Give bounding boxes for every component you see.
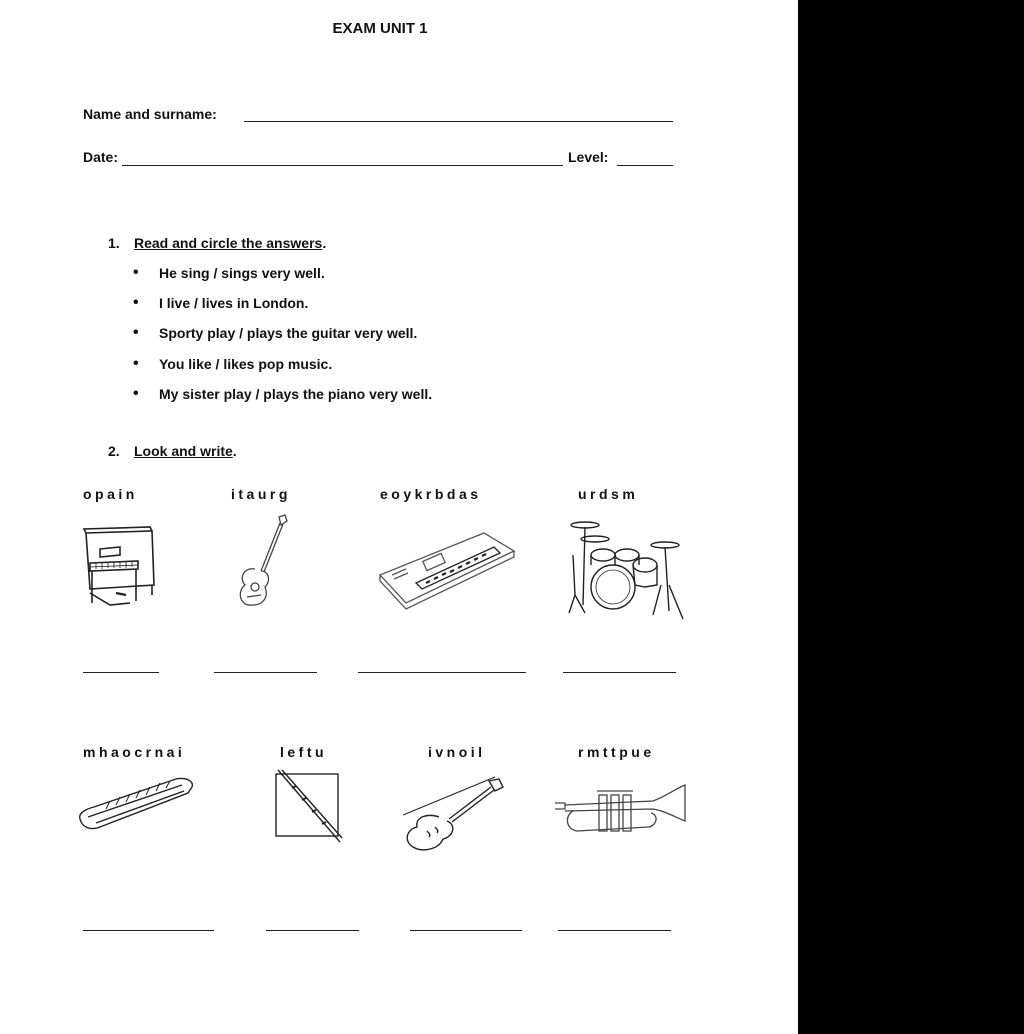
answer-line-guitar[interactable] [214, 672, 317, 673]
violin-icon [399, 775, 505, 855]
piano-icon [80, 523, 160, 609]
section-2-number: 2. [108, 443, 120, 459]
list-item[interactable]: • My sister play / plays the piano very well. [133, 384, 432, 414]
harmonica-icon [76, 773, 198, 835]
answer-line-piano[interactable] [83, 672, 159, 673]
keyboard-icon [376, 527, 518, 611]
section-1-heading: 1. Read and circle the answers. [108, 235, 327, 251]
name-label: Name and surname: [83, 106, 217, 122]
level-label: Level: [568, 149, 609, 165]
section-1-instruction: Read and circle the answers [134, 235, 323, 251]
section-2-instruction: Look and write [134, 443, 233, 459]
scrambled-word-guitar: itaurg [231, 486, 291, 502]
section-1-list [133, 263, 432, 414]
trumpet-icon [553, 783, 689, 841]
scrambled-word-keyboard: eoykrbdas [380, 486, 482, 502]
answer-line-violin[interactable] [410, 930, 522, 931]
scrambled-word-harmonica: mhaocrnai [83, 744, 186, 760]
scrambled-word-flute: leftu [280, 744, 328, 760]
answer-line-drums[interactable] [563, 672, 676, 673]
level-answer-line[interactable] [617, 165, 673, 166]
date-label: Date: [83, 149, 119, 165]
drums-icon [565, 515, 689, 623]
list-item[interactable]: • You like / likes pop music. [133, 354, 432, 384]
guitar-icon [233, 513, 289, 611]
scrambled-word-drums: urdsm [578, 486, 639, 502]
page-title: EXAM UNIT 1 [332, 20, 428, 37]
answer-line-flute[interactable] [266, 930, 359, 931]
scrambled-word-trumpet: rmttpue [578, 744, 655, 760]
date-answer-line[interactable] [122, 165, 563, 166]
answer-line-harmonica[interactable] [83, 930, 214, 931]
name-answer-line[interactable] [244, 121, 673, 122]
list-item[interactable]: • Sporty play / plays the guitar very well. [133, 323, 432, 353]
answer-line-trumpet[interactable] [558, 930, 671, 931]
flute-icon [272, 766, 346, 848]
list-item[interactable]: • He sing / sings very well. [133, 263, 432, 293]
section-1-number: 1. [108, 235, 120, 251]
answer-line-keyboard[interactable] [358, 672, 526, 673]
scrambled-word-piano: opain [83, 486, 138, 502]
section-2-heading: 2. Look and write. [108, 443, 237, 459]
list-item[interactable]: • I live / lives in London. [133, 293, 432, 323]
scrambled-word-violin: ivnoil [428, 744, 486, 760]
